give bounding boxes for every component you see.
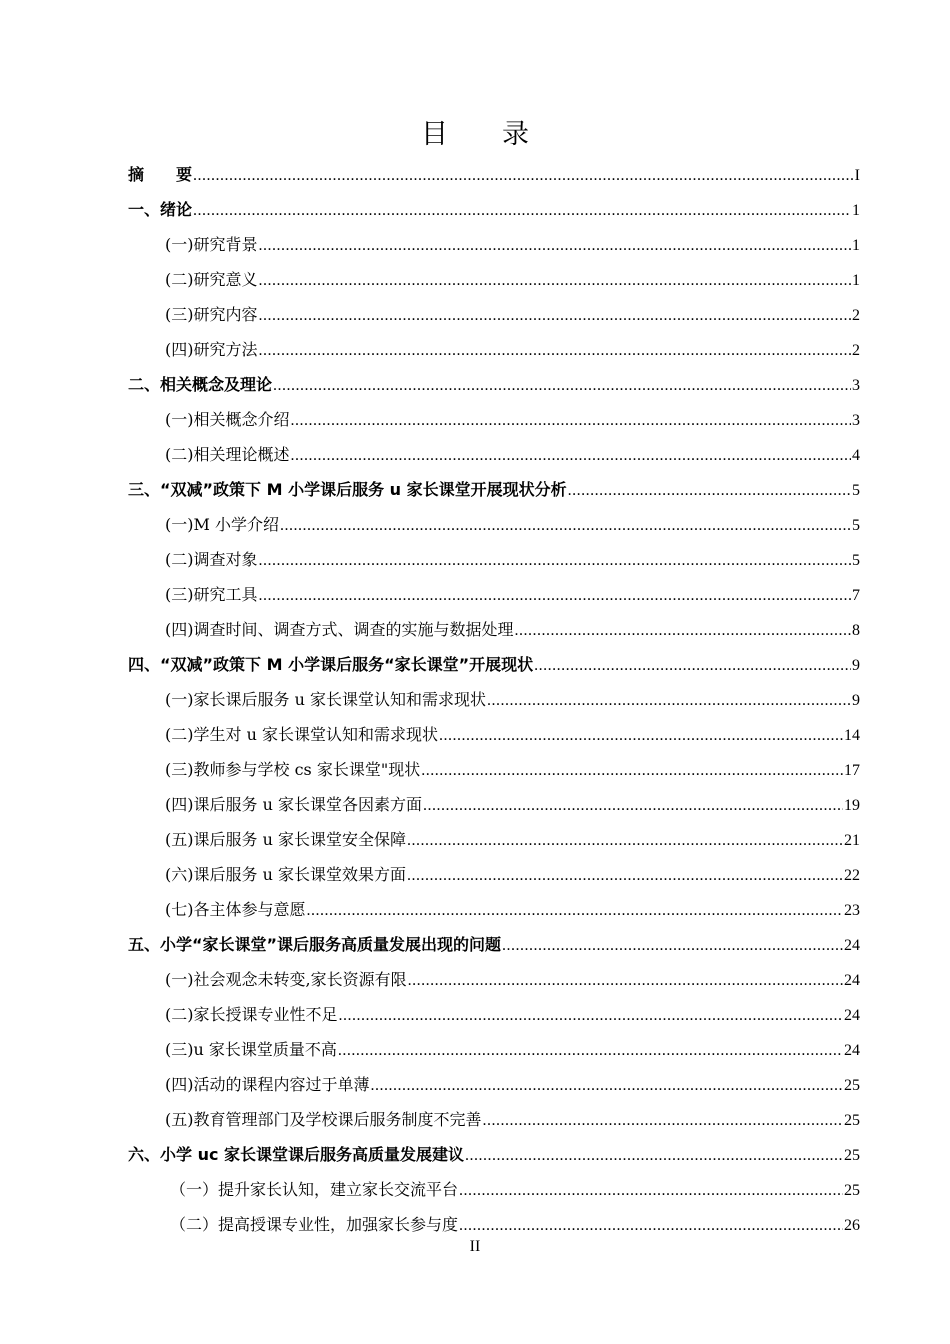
toc-entry[interactable]: [128, 927, 860, 962]
toc-entry-text: (五)教育管理部门及学校课后服务制度不完善: [165, 1110, 482, 1129]
toc-leader-dots: [259, 228, 852, 263]
toc-entry[interactable]: [128, 402, 860, 437]
toc-entry[interactable]: [128, 752, 860, 787]
toc-entry-page: 5: [852, 482, 860, 499]
toc-entry[interactable]: [128, 542, 860, 577]
toc-leader-dots: [459, 1173, 843, 1208]
toc-entry-page: 22: [844, 867, 860, 884]
toc-entry-text: (一)研究背景: [165, 235, 258, 254]
toc-entry-page: 17: [844, 762, 860, 779]
page-title: 目 录: [421, 119, 529, 150]
toc-entry[interactable]: [128, 612, 860, 647]
toc-entry-text: (二)学生对 u 家长课堂认知和需求现状: [165, 725, 438, 744]
toc-entry-text: （二）提高授课专业性，加强家长参与度: [170, 1215, 459, 1234]
toc-entry-text: (二)相关理论概述: [165, 445, 290, 464]
toc-entry-page: 9: [852, 657, 860, 674]
toc-entry[interactable]: [128, 997, 860, 1032]
toc-entry-text: 五、小学“家长课堂”课后服务高质量发展出现的问题: [128, 935, 502, 954]
toc-leader-dots: [534, 648, 851, 683]
toc-entry-text: (四)调查时间、调查方式、调查的实施与数据处理: [165, 620, 514, 639]
toc-leader-dots: [338, 1033, 843, 1068]
toc-leader-dots: [502, 928, 843, 963]
toc-leader-dots: [339, 998, 844, 1033]
toc-entry-text: (一)M 小学介绍: [165, 515, 279, 534]
toc-entry-page: 19: [844, 797, 860, 814]
toc-entry[interactable]: [128, 857, 860, 892]
toc-leader-dots: [291, 403, 852, 438]
toc-leader-dots: [193, 193, 851, 228]
toc-leader-dots: [465, 1138, 843, 1173]
toc-entry-page: 5: [852, 552, 860, 569]
toc-entry-text: (三)教师参与学校 cs 家长课堂"现状: [165, 760, 421, 779]
toc-entry[interactable]: [128, 192, 860, 227]
toc-entry[interactable]: [128, 962, 860, 997]
toc-entry[interactable]: [128, 787, 860, 822]
toc-entry-page: 24: [844, 1042, 860, 1059]
toc-entry-page: 4: [852, 447, 860, 464]
toc-entry[interactable]: [128, 1067, 860, 1102]
toc-entry-page: 25: [844, 1147, 860, 1164]
table-of-contents: [128, 157, 860, 1242]
toc-entry-text: (四)研究方法: [165, 340, 258, 359]
toc-entry-page: 21: [844, 832, 860, 849]
toc-entry-text: (二)研究意义: [165, 270, 258, 289]
toc-entry[interactable]: [128, 892, 860, 927]
toc-entry-page: 25: [844, 1182, 860, 1199]
toc-entry[interactable]: [128, 367, 860, 402]
toc-entry-page: 24: [844, 1007, 860, 1024]
toc-entry-page: I: [854, 167, 860, 184]
toc-entry-page: 25: [844, 1112, 860, 1129]
toc-entry-page: 9: [852, 692, 860, 709]
toc-leader-dots: [439, 718, 843, 753]
toc-leader-dots: [487, 683, 851, 718]
toc-entry-text: 四、“双减”政策下 M 小学课后服务“家长课堂”开展现状: [128, 655, 534, 674]
toc-entry-page: 2: [852, 307, 860, 324]
toc-entry[interactable]: [128, 157, 860, 192]
toc-leader-dots: [280, 508, 851, 543]
toc-leader-dots: [259, 333, 852, 368]
toc-entry[interactable]: [128, 1172, 860, 1207]
toc-leader-dots: [371, 1068, 844, 1103]
toc-leader-dots: [407, 858, 843, 893]
toc-leader-dots: [259, 543, 852, 578]
toc-entry-page: 1: [852, 237, 860, 254]
toc-entry[interactable]: [128, 262, 860, 297]
toc-entry[interactable]: [128, 822, 860, 857]
toc-leader-dots: [259, 578, 852, 613]
toc-leader-dots: [259, 263, 852, 298]
toc-entry-page: 26: [844, 1217, 860, 1234]
toc-entry-page: 25: [844, 1077, 860, 1094]
toc-entry-text: (一)家长课后服务 u 家长课堂认知和需求现状: [165, 690, 486, 709]
toc-entry[interactable]: [128, 472, 860, 507]
toc-entry-page: 1: [852, 272, 860, 289]
toc-entry[interactable]: [128, 437, 860, 472]
toc-entry-page: 8: [852, 622, 860, 639]
page-number: II: [469, 1238, 481, 1255]
toc-entry[interactable]: [128, 332, 860, 367]
toc-entry-text: (一)社会观念未转变,家长资源有限: [165, 970, 407, 989]
toc-entry[interactable]: [128, 1207, 860, 1242]
toc-entry-text: 二、相关概念及理论: [128, 375, 273, 394]
toc-entry[interactable]: [128, 297, 860, 332]
toc-entry-text: 三、“双减”政策下 M 小学课后服务 u 家长课堂开展现状分析: [128, 480, 567, 499]
toc-entry[interactable]: [128, 682, 860, 717]
toc-entry-text: (六)课后服务 u 家长课堂效果方面: [165, 865, 406, 884]
toc-leader-dots: [291, 438, 852, 473]
toc-leader-dots: [515, 613, 852, 648]
toc-leader-dots: [408, 963, 843, 998]
toc-entry-text: (一)相关概念介绍: [165, 410, 290, 429]
toc-entry-page: 5: [852, 517, 860, 534]
toc-entry[interactable]: [128, 1032, 860, 1067]
toc-entry[interactable]: [128, 1102, 860, 1137]
toc-entry-page: 7: [852, 587, 860, 604]
toc-entry[interactable]: [128, 507, 860, 542]
toc-entry-text: 一、绪论: [128, 200, 193, 219]
toc-leader-dots: [483, 1103, 844, 1138]
toc-entry[interactable]: [128, 717, 860, 752]
toc-entry-page: 1: [852, 202, 860, 219]
toc-entry-page: 14: [844, 727, 860, 744]
toc-entry-text: (二)调查对象: [165, 550, 258, 569]
toc-entry-page: 24: [844, 937, 860, 954]
toc-entry-text: (三)研究内容: [165, 305, 258, 324]
toc-entry-page: 3: [852, 377, 860, 394]
toc-leader-dots: [421, 753, 843, 788]
toc-entry-text: （一）提升家长认知，建立家长交流平台: [170, 1180, 459, 1199]
toc-leader-dots: [423, 788, 843, 823]
toc-entry-page: 2: [852, 342, 860, 359]
toc-entry-text: 六、小学 uc 家长课堂课后服务高质量发展建议: [128, 1145, 465, 1164]
toc-entry[interactable]: [128, 1137, 860, 1172]
toc-entry-text: (七)各主体参与意愿: [165, 900, 306, 919]
toc-entry-text: (二)家长授课专业性不足: [165, 1005, 338, 1024]
toc-leader-dots: [568, 473, 851, 508]
toc-entry-text: (三)研究工具: [165, 585, 258, 604]
toc-leader-dots: [259, 298, 852, 333]
toc-entry-text: (四)活动的课程内容过于单薄: [165, 1075, 370, 1094]
toc-leader-dots: [307, 893, 844, 928]
toc-entry-page: 24: [844, 972, 860, 989]
toc-entry[interactable]: [128, 577, 860, 612]
toc-entry-text: (三)u 家长课堂质量不高: [165, 1040, 337, 1059]
toc-entry-page: 23: [844, 902, 860, 919]
toc-entry-text: (五)课后服务 u 家长课堂安全保障: [165, 830, 406, 849]
toc-entry-text: (四)课后服务 u 家长课堂各因素方面: [165, 795, 422, 814]
toc-entry[interactable]: [128, 647, 860, 682]
toc-leader-dots: [193, 158, 854, 193]
toc-leader-dots: [407, 823, 843, 858]
toc-leader-dots: [273, 368, 851, 403]
toc-entry-page: 3: [852, 412, 860, 429]
toc-entry-text: 摘 要: [128, 165, 193, 184]
toc-entry[interactable]: [128, 227, 860, 262]
